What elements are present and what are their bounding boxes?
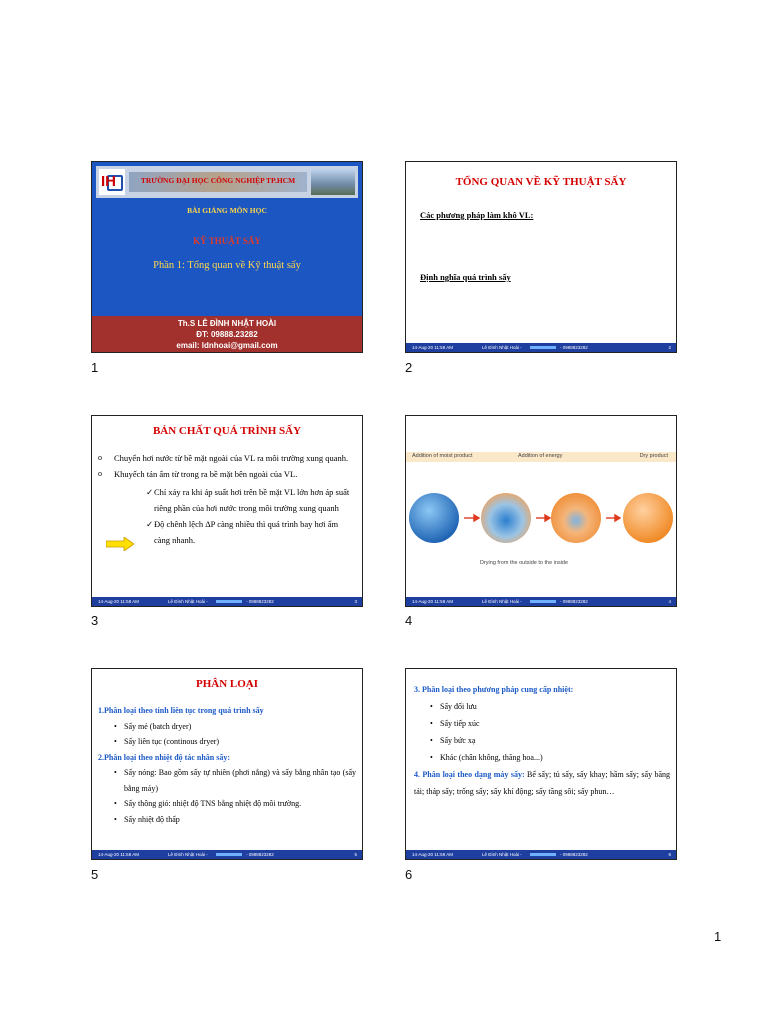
footer-phone: - 0988823282 [560, 599, 588, 604]
footer-date: 14-Aug-20 11:58 AM [98, 852, 139, 857]
page-number: 1 [714, 929, 722, 944]
right-arrow-icon [106, 537, 134, 551]
footer-page: 6 [668, 852, 671, 857]
checkmark-icon: ✓ [146, 519, 154, 529]
sphere-stage-3 [551, 493, 601, 543]
slide-title: TỔNG QUAN VỀ KỸ THUẬT SẤY [455, 176, 627, 188]
section-heading: 2.Phân loại theo nhiệt độ tác nhân sấy: [98, 752, 231, 762]
slide-footer [406, 343, 676, 352]
bullet-item [98, 466, 354, 482]
check-item [98, 484, 354, 516]
arrow-icon [606, 515, 620, 521]
section-heading: 1.Phân loại theo tính liên tục trong quá trình sấy [98, 706, 264, 715]
checkmark-icon: ✓ [146, 487, 154, 497]
definition-heading: Định nghĩa quá trình sấy [420, 272, 511, 282]
arrow-icon [536, 515, 550, 521]
slide-title: PHÂN LOẠI [195, 678, 259, 690]
circle-bullet-icon: o [98, 469, 102, 478]
check-text: Độ chênh lệch ΔP càng nhiều thì quá trình bay hơi ẩm càng nhanh. [154, 519, 339, 545]
slide-title: BẢN CHẤT QUÁ TRÌNH SẤY [152, 425, 302, 437]
campus-photo [311, 169, 355, 195]
bullet-list [114, 719, 356, 750]
slide-2 [405, 161, 677, 353]
footer-phone: - 0988823282 [246, 852, 274, 857]
course-label: BÀI GIẢNG MÔN HỌC [187, 206, 267, 215]
methods-heading: Các phương pháp làm khô VL: [420, 210, 534, 220]
list-item: • Sấy tiếp xúc [430, 715, 670, 732]
footer-email-link[interactable] [216, 600, 242, 603]
label-moist-product: Addition of moist product [412, 453, 473, 459]
footer-email-link[interactable] [530, 346, 556, 349]
slide-number: 3 [91, 613, 99, 628]
footer-phone: - 0988823282 [560, 345, 588, 350]
footer-page: 4 [668, 599, 671, 604]
part-title: Phần 1: Tổng quan về Kỹ thuật sấy [153, 260, 301, 271]
label-dry-product: Dry product [639, 453, 668, 459]
school-banner [96, 166, 358, 198]
sphere-stage-2 [481, 493, 531, 543]
list-item: • Sấy nhiệt độ thấp [114, 812, 356, 828]
section-heading: 3. Phân loại theo phương pháp cung cấp nhiệt: [414, 685, 574, 694]
footer-author: Lê Đình Nhật Hoài - [482, 599, 522, 604]
process-label-bar [406, 452, 676, 462]
slide-footer [92, 597, 362, 606]
slide-number: 1 [91, 360, 99, 375]
footer-author: Lê Đình Nhật Hoài - [482, 345, 522, 350]
slide-footer [406, 850, 676, 859]
check-item [98, 516, 354, 548]
footer-email-link[interactable] [216, 853, 242, 856]
dryer-types-text: Bể sấy; tủ sấy, sấy khay; hầm sấy; sấy băng tải; tháp sấy; trống sấy; sấy khí động; sấy tầng sôi; sấy phun… [414, 770, 671, 796]
footer-author: Lê Đình Nhật Hoài - [168, 852, 208, 857]
bullet-list [114, 765, 356, 827]
footer-author: Lê Đình Nhật Hoài - [168, 599, 208, 604]
footer-date: 14-Aug-20 11:58 AM [98, 599, 139, 604]
list-item: • Sấy thông gió: nhiệt độ TNS bằng nhiệt độ môi trường. [114, 796, 356, 812]
slide-3 [91, 415, 363, 607]
list-item: • Sấy liên tục (continous dryer) [114, 734, 356, 750]
slide-footer [406, 597, 676, 606]
bullet-item [98, 450, 354, 466]
list-item: • Sấy đối lưu [430, 698, 670, 715]
footer-page: 3 [354, 599, 357, 604]
arrow-icon [464, 515, 479, 521]
lecturer-band [92, 316, 362, 352]
slide-5 [91, 668, 363, 860]
footer-phone: - 0988823282 [246, 599, 274, 604]
school-name: TRƯỜNG ĐẠI HỌC CÔNG NGHIỆP TP.HCM [140, 176, 296, 185]
slide-1 [91, 161, 363, 353]
lecturer-name: Th.S LÊ ĐÌNH NHẬT HOÀI [177, 319, 277, 328]
bullet-list [430, 698, 670, 766]
list-item: • Sấy nóng: Bao gồm sấy tự nhiên (phơi nắng) và sấy bằng nhân tạo (sấy bằng máy) [114, 765, 356, 796]
footer-author: Lê Đình Nhật Hoài - [482, 852, 522, 857]
section-heading: 4. Phân loại theo dạng máy sấy: [414, 770, 525, 779]
slide-number: 4 [405, 613, 413, 628]
logo-letters: IH [101, 173, 116, 190]
slide-number: 6 [405, 867, 413, 882]
drying-diagram [406, 486, 676, 550]
bullet-text: Chuyển hơi nước từ bề mặt ngoài của VL ra môi trường xung quanh. [114, 453, 349, 463]
sphere-wet [409, 493, 459, 543]
lecturer-email: email: ldnhoai@gmail.com [176, 341, 278, 350]
footer-phone: - 0988823282 [560, 852, 588, 857]
footer-date: 14-Aug-20 11:58 AM [412, 852, 453, 857]
slide-body [98, 703, 356, 827]
footer-page: 2 [668, 345, 671, 350]
label-energy: Addition of energy [518, 453, 563, 459]
circle-bullet-icon: o [98, 453, 102, 462]
bullet-text: Khuyếch tán ẩm từ trong ra bề mặt bên ngoài của VL. [114, 469, 298, 479]
school-name-strip [129, 172, 307, 192]
slide-body [98, 450, 354, 548]
paragraph [414, 766, 670, 800]
slide-footer [92, 850, 362, 859]
course-title: KỸ THUẬT SẤY [193, 236, 261, 246]
slide-body [414, 681, 670, 800]
slide-number: 5 [91, 867, 99, 882]
footer-date: 14-Aug-20 11:58 AM [412, 599, 453, 604]
lecturer-phone: ĐT: 09888.23282 [196, 330, 258, 339]
check-text: Chỉ xảy ra khi áp suất hơi trên bề mặt VL lớn hơn áp suất riêng phần của hơi nước trong môi trường xung quanh [154, 487, 350, 513]
list-item: • Sấy bức xạ [430, 732, 670, 749]
school-logo [99, 169, 125, 195]
slide-4 [405, 415, 677, 607]
slide-number: 2 [405, 360, 413, 375]
sphere-dry [623, 493, 673, 543]
list-item: • Sấy mẻ (batch dryer) [114, 719, 356, 735]
list-item: • Khác (chân không, thăng hoa...) [430, 749, 670, 766]
footer-email-link[interactable] [530, 853, 556, 856]
footer-page: 5 [354, 852, 357, 857]
footer-email-link[interactable] [530, 600, 556, 603]
footer-date: 14-Aug-20 11:58 AM [412, 345, 453, 350]
diagram-caption: Drying from the outside to the inside [480, 560, 569, 566]
slide-6 [405, 668, 677, 860]
